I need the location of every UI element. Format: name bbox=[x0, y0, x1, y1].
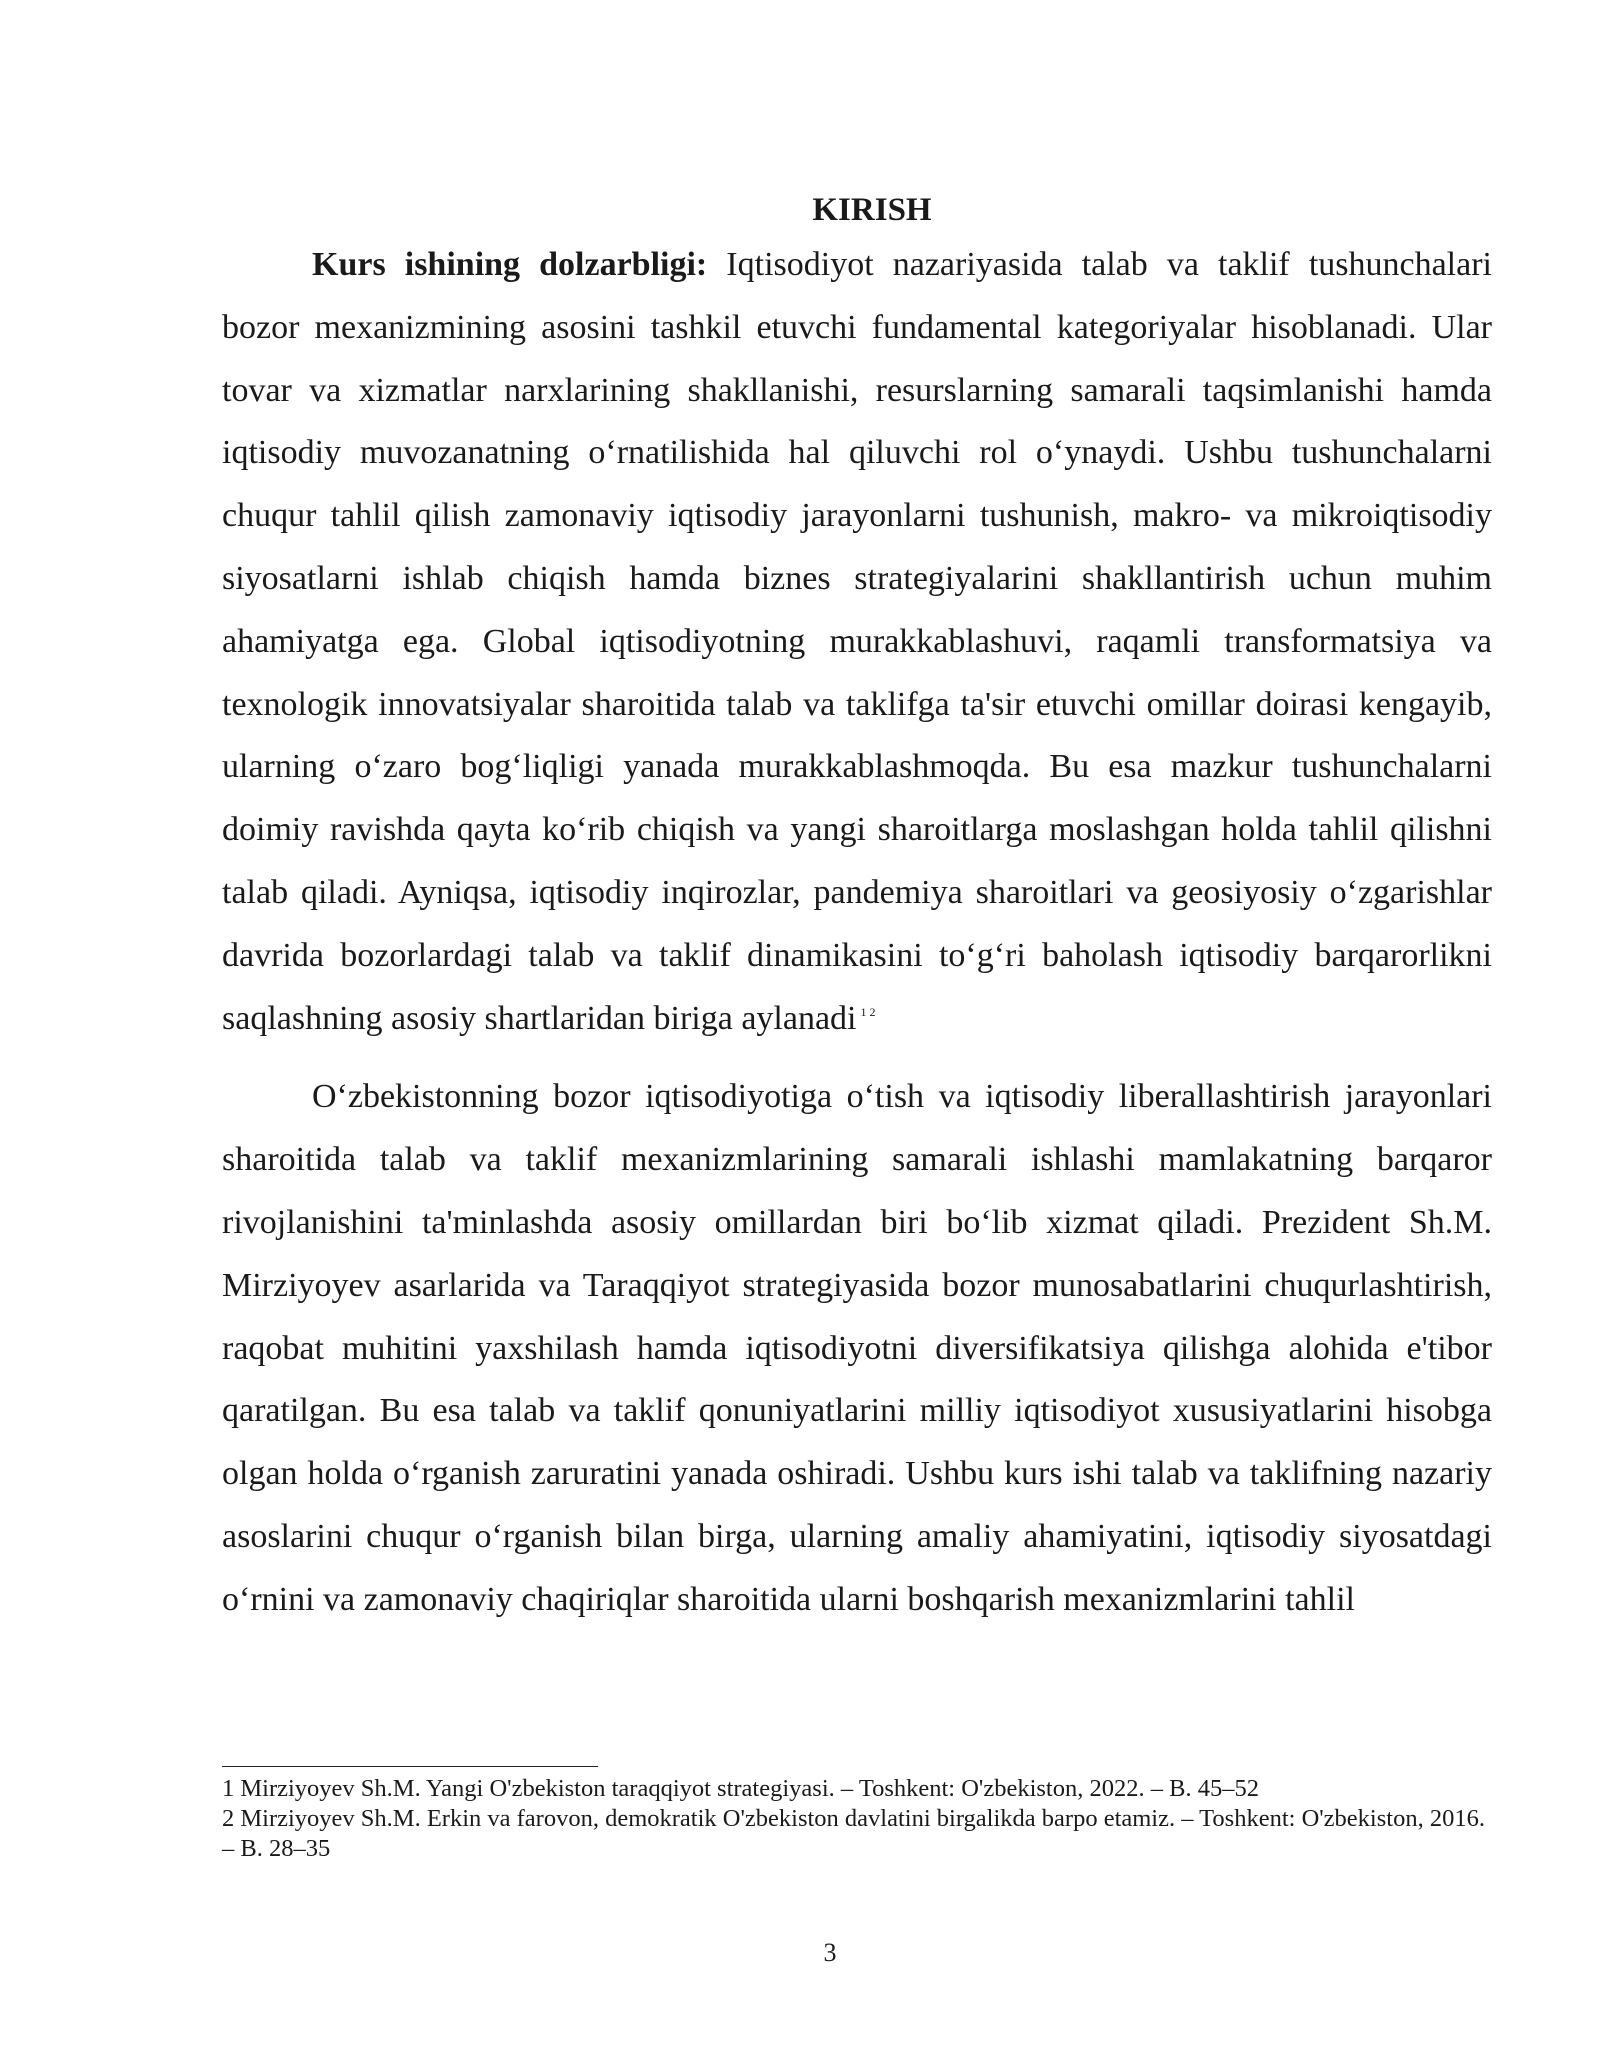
paragraph-uzbekistan bbox=[222, 1066, 1492, 1631]
paragraph-text: O‘zbekistonning bozor iqtisodiyotiga o‘tish va iqtisodiy liberallashtirish jarayonlari sharoitida talab va taklif mexanizmlarining samarali ishlashi mamlakatning barqaror rivojlanishini ta'minlashda asosiy omillardan biri bo‘lib xizmat qiladi. Prezident Sh.M. Mirziyoyev asarlarida va Taraqqiyot strategiyasida bozor munosabatlarini chuqurlashtirish, raqobat muhitini yaxshilash hamda iqtisodiyotni diversifikatsiya qilishga alohida e'tibor qaratilgan. Bu esa talab va taklif qonuniyatlarini milliy iqtisodiyot xususiyatlarini hisobga olgan holda o‘rganish zaruratini yanada oshiradi. Ushbu kurs ishi talab va taklifning nazariy asoslarini chuqur o‘rganish bilan birga, ularning amaliy ahamiyatini, iqtisodiy siyosatdagi o‘rnini va zamonaviy chaqiriqlar sharoitida ularni boshqarish mexanizmlarini tahlil bbox=[222, 1078, 1492, 1618]
page-body bbox=[222, 186, 1492, 1632]
page-number: 3 bbox=[823, 1938, 837, 1967]
footnote-references: 1 2 bbox=[860, 1005, 876, 1020]
paragraph-relevance bbox=[222, 234, 1492, 1050]
footnotes bbox=[222, 1774, 1492, 1864]
footnote-separator bbox=[222, 1766, 598, 1767]
footnote-1: 1 Mirziyoyev Sh.M. Yangi O'zbekiston taraqqiyot strategiyasi. – Toshkent: O'zbekiston, 2022. – B. 45–52 bbox=[222, 1775, 1259, 1802]
paragraph-lead: Kurs ishining dolzarbligi: bbox=[312, 246, 708, 283]
footnote-2: 2 Mirziyoyev Sh.M. Erkin va farovon, demokratik O'zbekiston davlatini birgalikda barpo etamiz. – Toshkent: O'zbekiston, 2016. – B. 28–35 bbox=[222, 1805, 1485, 1862]
paragraph-text: Iqtisodiyot nazariyasida talab va taklif tushunchalari bozor mexanizmining asosini tashkil etuvchi fundamental kategoriyalar hisoblanadi. Ular tovar va xizmatlar narxlarining shakllanishi, resurslarning samarali taqsimlanishi hamda iqtisodiy muvozanatning o‘rnatilishida hal qiluvchi rol o‘ynaydi. Ushbu tushunchalarni chuqur tahlil qilish zamonaviy iqtisodiy jarayonlarni tushunish, makro- va mikroiqtisodiy siyosatlarni ishlab chiqish hamda biznes strategiyalarini shakllantirish uchun muhim ahamiyatga ega. Global iqtisodiyotning murakkablashuvi, raqamli transformatsiya va texnologik innovatsiyalar sharoitida talab va taklifga ta'sir etuvchi omillar doirasi kengayib, ularning o‘zaro bog‘liqligi yanada murakkablashmoqda. Bu esa mazkur tushunchalarni doimiy ravishda qayta ko‘rib chiqish va yangi sharoitlarga moslashgan holda tahlil qilishni talab qiladi. Ayniqsa, iqtisodiy inqirozlar, pandemiya sharoitlari va geosiyosiy o‘zgarishlar davrida bozorlardagi talab va taklif dinamikasini to‘g‘ri baholash iqtisodiy barqarorlikni saqlashning asosiy shartlaridan biriga aylanadi bbox=[222, 246, 1492, 1037]
page-heading: KIRISH bbox=[812, 192, 932, 228]
